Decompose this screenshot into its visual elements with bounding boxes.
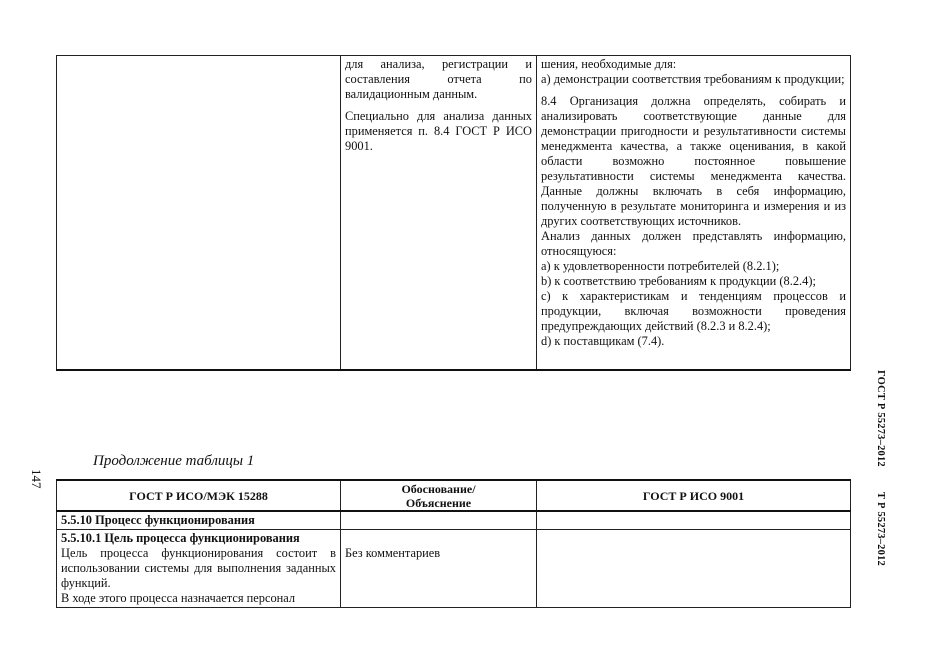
item-a-demonstration-text: а) демонстрации соответствия требованиям к продукции;: [541, 72, 845, 86]
item-b-product-conformity-text: b) к соответствию требованиям к продукции (8.2.4);: [541, 274, 816, 288]
subsection-row: [57, 530, 851, 608]
operation-personnel-text: В ходе этого процесса назначается персонал: [61, 591, 296, 605]
standard-code-gost: ГОСТ Р 55273–2012: [875, 370, 886, 467]
page-number: 147: [29, 469, 44, 489]
comment-cell: [341, 530, 537, 608]
item-d-suppliers-text: d) к поставщикам (7.4).: [541, 334, 665, 348]
no-comments-text: Без комментариев: [345, 546, 441, 560]
header-gost-iso-9001: ГОСТ Р ИСО 9001: [537, 480, 851, 511]
item-a-customer-satisfaction-text: а) к удовлетворенности потребителей (8.2.1);: [541, 259, 780, 273]
validation-data-text: для анализа, регистрации и составления отчета по валидационным данным.: [345, 57, 532, 101]
operation-purpose-text: Цель процесса функционирования состоит в использовании системы для выполнения заданных функций.: [61, 546, 336, 590]
subsection-content-cell: [57, 530, 341, 608]
data-analysis-intro-text: Анализ данных должен представлять информацию, относящуюся:: [541, 229, 846, 258]
header-justification-line2: Объяснение: [405, 495, 472, 510]
iso-9001-empty-cell: [537, 530, 851, 608]
top-table-col1-cell: [57, 56, 341, 371]
bottom-table: [56, 479, 851, 608]
section-empty-cell-3: [537, 511, 851, 530]
standard-code-tr: Т Р 55273–2012: [875, 492, 886, 566]
subsection-title: 5.5.10.1 Цель процесса функционирования: [61, 531, 300, 545]
table-header-row: [57, 480, 851, 511]
top-table-col2-cell: [341, 56, 537, 371]
section-row: [57, 511, 851, 530]
section-empty-cell-2: [341, 511, 537, 530]
header-justification: [341, 480, 537, 511]
data-analysis-reference-text: Специально для анализа данных применяется п. 8.4 ГОСТ Р ИСО 9001.: [345, 109, 532, 153]
top-table-col3-cell: [537, 56, 851, 371]
table-continuation-caption: Продолжение таблицы 1: [93, 453, 255, 469]
item-c-process-trends-text: c) к характеристикам и тенденциям процессов и продукции, включая возможности проведения предупреждающих действий (8.2.3 и 8.2.4);: [541, 289, 846, 333]
clause-8-4-text: 8.4 Организация должна определять, собирать и анализировать соответствующие данные для демонстрации пригодности и результативности системы менеджмента качества, а также оценивания, в какой области возможно постоянное повышение результативности системы менеджмента качества. Данные должны включать в себя информацию, полученную в результате мониторинга и измерения и из других соответствующих источников.: [541, 94, 846, 228]
header-gost-iec-15288: ГОСТ Р ИСО/МЭК 15288: [57, 480, 341, 511]
top-table: [56, 55, 851, 371]
section-title: 5.5.10 Процесс функционирования: [57, 511, 341, 530]
header-justification-line1: Обоснование/: [401, 481, 476, 496]
decisions-needed-text: шения, необходимые для:: [541, 57, 677, 71]
